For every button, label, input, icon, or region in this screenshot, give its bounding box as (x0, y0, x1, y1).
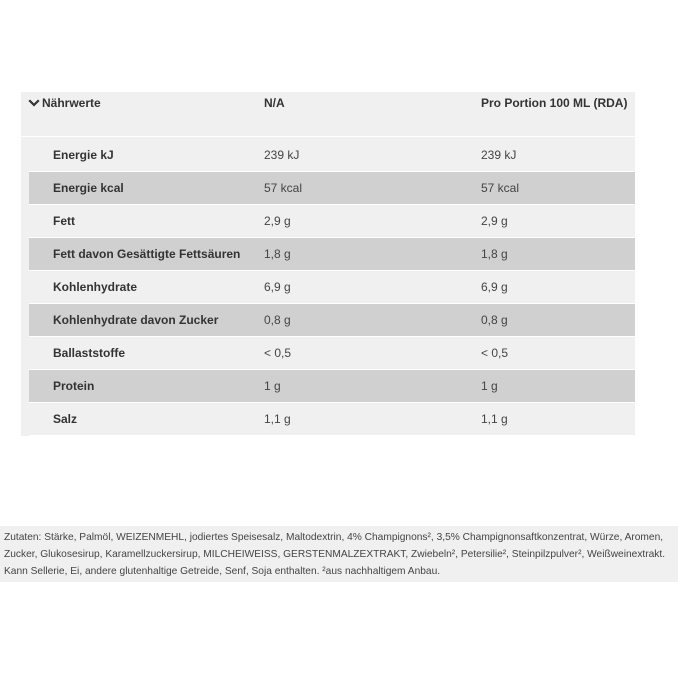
nutrient-value-na: 239 kJ (264, 148, 300, 162)
nutrient-value-portion: 1,8 g (481, 247, 508, 261)
nutrition-table (21, 92, 635, 436)
nutrient-value-na: 1,8 g (264, 247, 291, 261)
table-row (29, 205, 635, 238)
nutrient-name: Ballaststoffe (53, 346, 126, 360)
nutrient-value-portion: 2,9 g (481, 214, 508, 228)
table-row (29, 238, 635, 271)
nutrient-name: Energie kcal (53, 181, 124, 195)
nutrient-name: Fett davon Gesättigte Fettsäuren (53, 247, 241, 261)
table-row (29, 337, 635, 370)
nutrient-name: Protein (53, 379, 95, 393)
header-na: N/A (264, 96, 285, 110)
nutrient-name: Kohlenhydrate davon Zucker (53, 313, 219, 327)
nutrient-name: Kohlenhydrate (53, 280, 138, 294)
header-naehrwerte-label: Nährwerte (42, 96, 101, 110)
nutrition-rows (21, 137, 635, 436)
table-row (29, 370, 635, 403)
nutrient-value-na: 1 g (264, 379, 281, 393)
header-naehrwerte[interactable] (28, 96, 101, 110)
nutrition-table-header[interactable] (21, 92, 635, 137)
nutrient-value-na: 0,8 g (264, 313, 291, 327)
nutrient-value-portion: 57 kcal (481, 181, 520, 195)
nutrient-name: Salz (53, 412, 78, 426)
nutrient-value-na: 57 kcal (264, 181, 303, 195)
nutrient-value-na: 6,9 g (264, 280, 291, 294)
table-row (29, 403, 635, 436)
nutrient-value-portion: 239 kJ (481, 148, 517, 162)
nutrient-name: Energie kJ (53, 148, 114, 162)
header-pro-portion: Pro Portion 100 ML (RDA) (481, 96, 628, 110)
table-row (29, 271, 635, 304)
ingredients-text: Zutaten: Stärke, Palmöl, WEIZENMEHL, jodiertes Speisesalz, Maltodextrin, 4% Champignons², 3,5% Champignonsaftkonzentrat, Würze, Aromen, Zucker, Glukosesirup, Karamellzuckersirup, MILCHEIWEISS, GERSTENMALZEXTRAKT, Zwiebeln², Petersilie², Steinpilzpulver², Weißweinextrakt. Kann Sellerie, Ei, andere glutenhaltige Getreide, Senf, Soja enthalten. ²aus nachhaltigem Anbau. (0, 526, 678, 582)
nutrient-value-portion: 0,8 g (481, 313, 508, 327)
nutrient-value-portion: < 0,5 (481, 346, 509, 360)
table-row (29, 172, 635, 205)
nutrient-name: Fett (53, 214, 75, 228)
table-row (29, 139, 635, 172)
nutrient-value-na: < 0,5 (264, 346, 292, 360)
nutrient-value-portion: 6,9 g (481, 280, 508, 294)
nutrient-value-na: 2,9 g (264, 214, 291, 228)
nutrient-value-na: 1,1 g (264, 412, 291, 426)
chevron-down-icon[interactable] (28, 97, 40, 109)
nutrient-value-portion: 1,1 g (481, 412, 508, 426)
table-row (29, 304, 635, 337)
nutrient-value-portion: 1 g (481, 379, 498, 393)
